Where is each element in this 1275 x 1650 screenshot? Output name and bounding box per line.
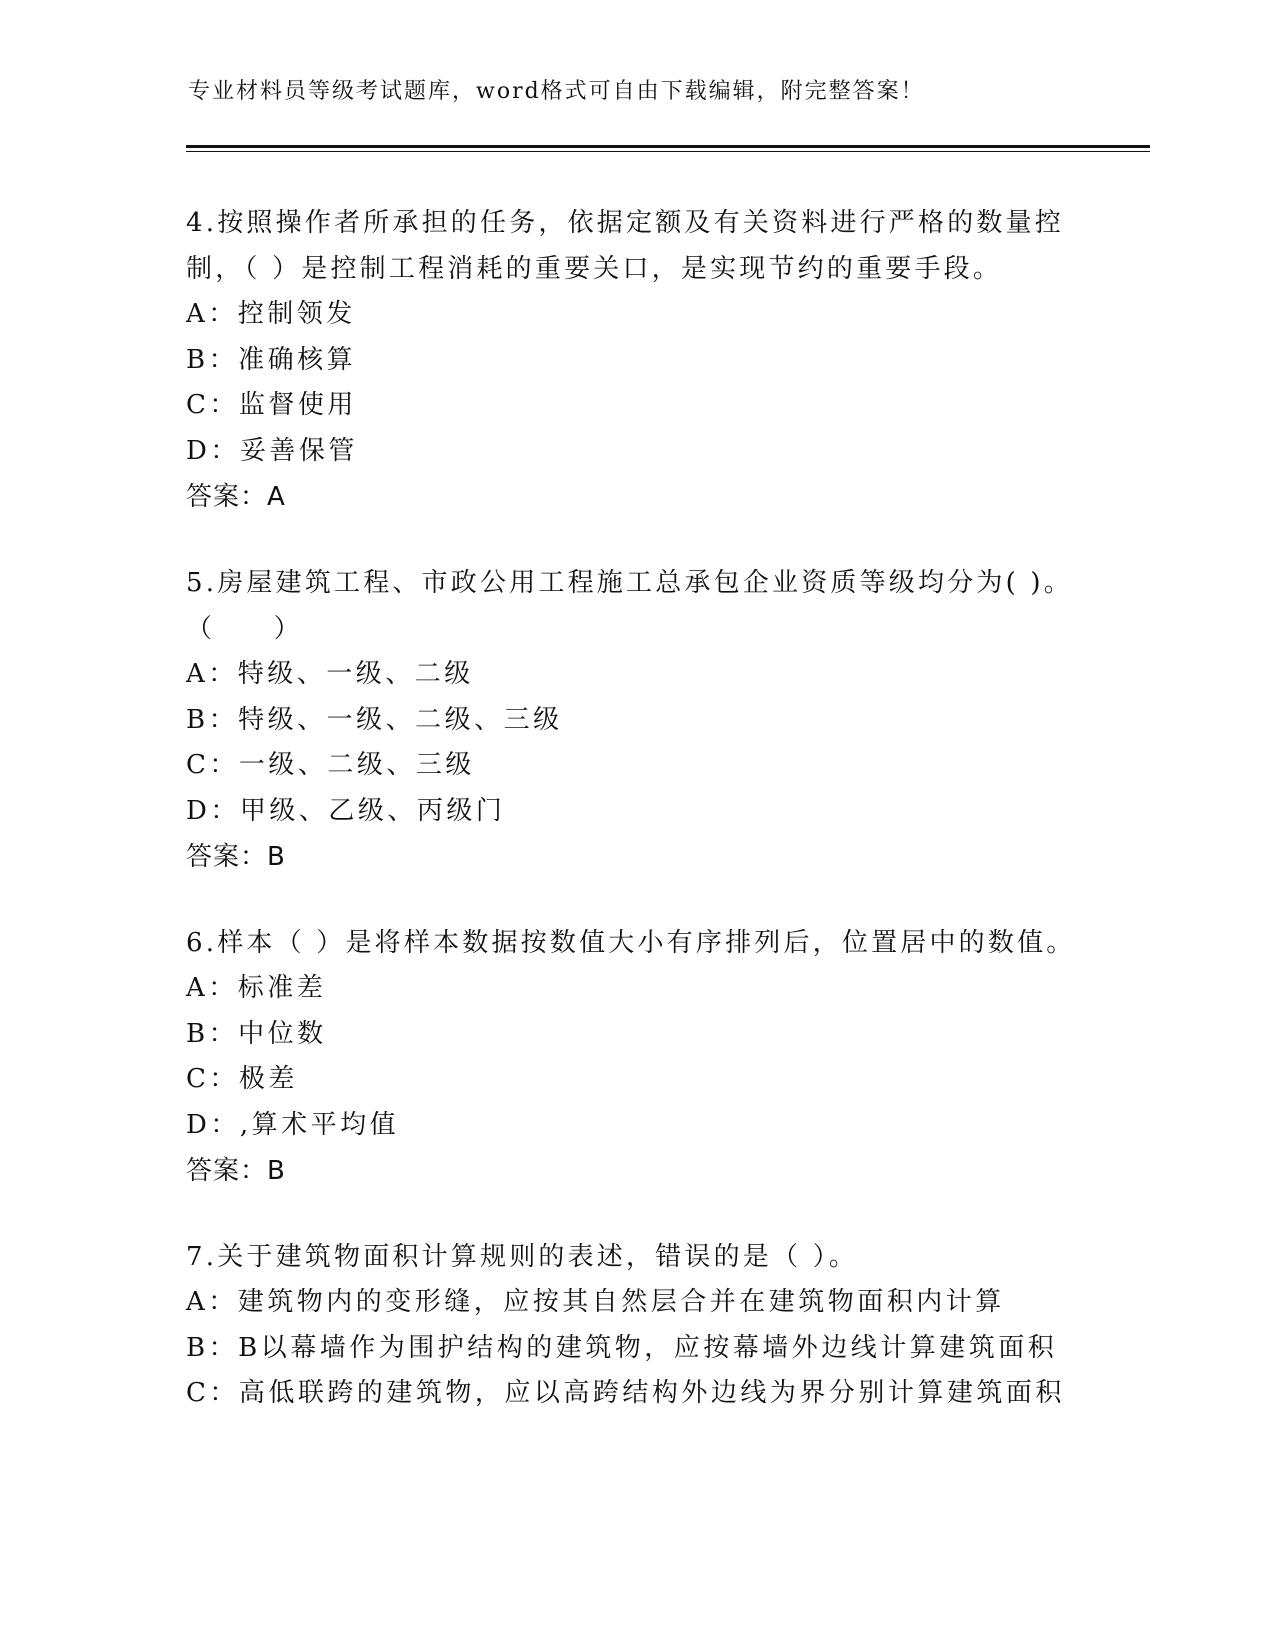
header-rule-thick (186, 145, 1150, 148)
question-stem-line: 4.按照操作者所承担的任务，依据定额及有关资料进行严格的数量控 (186, 208, 1065, 238)
question-stem-line: 7.关于建筑物面积计算规则的表述，错误的是（ ）。 (186, 1242, 859, 1272)
question-stem-line: （ ） (186, 614, 303, 644)
question-list (186, 200, 1156, 1457)
option-a: A：建筑物内的变形缝，应按其自然层合并在建筑物面积内计算 (186, 1287, 1005, 1317)
option-a: A：标准差 (186, 973, 327, 1003)
question-7 (186, 1234, 1156, 1417)
option-d: D：妥善保管 (186, 435, 358, 466)
option-a: A：特级、一级、二级 (186, 659, 474, 689)
option-b: B：准确核算 (186, 344, 357, 375)
question-6 (186, 920, 1156, 1194)
question-5 (186, 560, 1156, 880)
option-c: C：极差 (186, 1064, 298, 1094)
page-header: 专业材料员等级考试题库，word格式可自由下载编辑，附完整答案！ (188, 79, 925, 104)
question-stem-line: 5.房屋建筑工程、市政公用工程施工总承包企业资质等级均分为( )。 (186, 568, 1073, 598)
option-d: D：甲级、乙级、丙级门 (186, 795, 506, 826)
option-b: B：B以幕墙作为围护结构的建筑物，应按幕墙外边线计算建筑面积 (186, 1332, 1058, 1363)
answer: 答案：A (186, 482, 286, 512)
option-c: C：监督使用 (186, 390, 357, 420)
header-rule-thin (186, 151, 1150, 152)
question-stem-line: 制，（ ）是控制工程消耗的重要关口，是实现节约的重要手段。 (186, 254, 1003, 284)
answer: 答案：B (186, 1156, 286, 1186)
question-4 (186, 200, 1156, 520)
option-b: B：特级、一级、二级、三级 (186, 704, 563, 735)
option-a: A：控制领发 (186, 299, 356, 329)
option-c: C：高低联跨的建筑物，应以高跨结构外边线为界分别计算建筑面积 (186, 1378, 1065, 1408)
question-stem-line: 6.样本（ ）是将样本数据按数值大小有序排列后，位置居中的数值。 (186, 928, 1076, 958)
answer: 答案：B (186, 842, 286, 872)
option-c: C：一级、二级、三级 (186, 750, 475, 780)
option-b: B：中位数 (186, 1018, 327, 1049)
option-d: D：,算术平均值 (186, 1109, 400, 1140)
